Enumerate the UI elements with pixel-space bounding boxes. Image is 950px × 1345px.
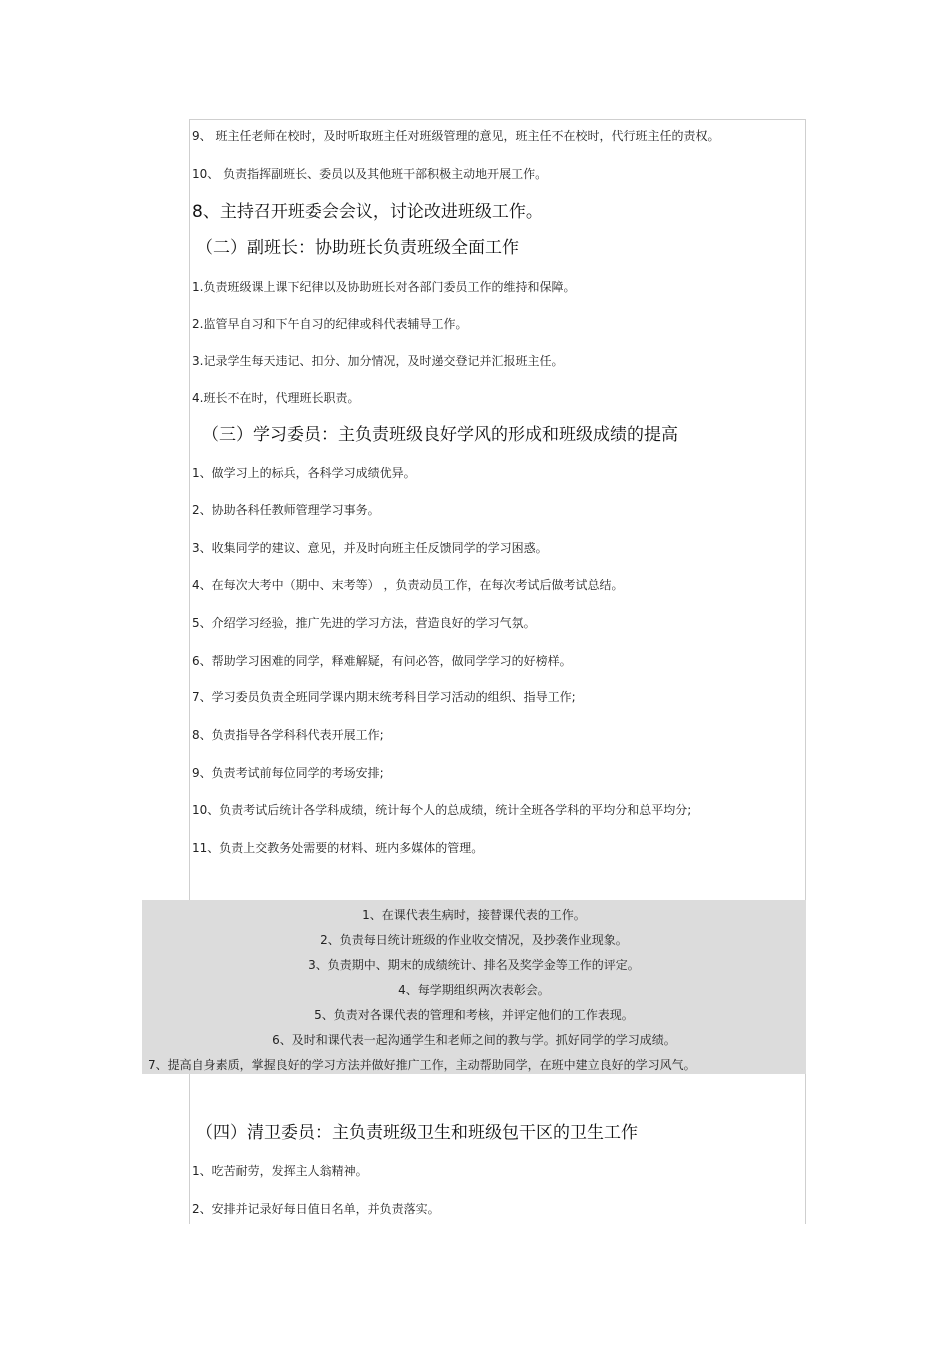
list-item: 7、学习委员负责全班同学课内期末统考科目学习活动的组织、指导工作; bbox=[192, 690, 576, 704]
list-item: 10、 负责指挥副班长、委员以及其他班干部积极主动地开展工作。 bbox=[192, 167, 548, 181]
list-item: 2、协助各科任教师管理学习事务。 bbox=[192, 503, 380, 517]
list-item: 9、负责考试前每位同学的考场安排; bbox=[192, 766, 384, 780]
list-item: 3、收集同学的建议、意见，并及时向班主任反馈同学的学习困惑。 bbox=[192, 541, 548, 555]
section-heading-vice-monitor: （二）副班长：协助班长负责班级全面工作 bbox=[196, 238, 519, 258]
list-item: 3.记录学生每天违记、扣分、加分情况，及时递交登记并汇报班主任。 bbox=[192, 354, 564, 368]
list-item: 4.班长不在时，代理班长职责。 bbox=[192, 391, 360, 405]
list-item: 11、负责上交教务处需要的材料、班内多媒体的管理。 bbox=[192, 841, 484, 855]
list-item: 10、负责考试后统计各学科成绩，统计每个人的总成绩，统计全班各学科的平均分和总平均分; bbox=[192, 803, 692, 817]
list-item: 5、介绍学习经验，推广先进的学习方法，营造良好的学习气氛。 bbox=[192, 616, 536, 630]
list-item: 2、安排并记录好每日值日名单，并负责落实。 bbox=[192, 1202, 440, 1216]
list-item: 9、 班主任老师在校时，及时听取班主任对班级管理的意见，班主任不在校时，代行班主任的责权。 bbox=[192, 129, 720, 143]
shaded-list-item: 6、及时和课代表一起沟通学生和老师之间的教与学。抓好同学的学习成绩。 bbox=[272, 1033, 676, 1047]
list-item: 1、做学习上的标兵，各科学习成绩优异。 bbox=[192, 466, 416, 480]
shaded-list-item: 4、每学期组织两次表彰会。 bbox=[398, 983, 550, 997]
shaded-list-item: 1、在课代表生病时，接替课代表的工作。 bbox=[362, 908, 586, 922]
section-heading-hygiene-committee: （四）清卫委员：主负责班级卫生和班级包干区的卫生工作 bbox=[196, 1123, 638, 1143]
shaded-list-item: 7、提高自身素质，掌握良好的学习方法并做好推广工作，主动帮助同学，在班中建立良好的学习风气。 bbox=[148, 1058, 696, 1072]
shaded-list-item: 2、负责每日统计班级的作业收交情况，及抄袭作业现象。 bbox=[320, 933, 628, 947]
list-item: 2.监管早自习和下午自习的纪律或科代表辅导工作。 bbox=[192, 317, 468, 331]
list-item: 1.负责班级课上课下纪律以及协助班长对各部门委员工作的维持和保障。 bbox=[192, 280, 576, 294]
list-item: 4、在每次大考中（期中、末考等） ，负责动员工作，在每次考试后做考试总结。 bbox=[192, 578, 624, 592]
list-item: 1、吃苦耐劳，发挥主人翁精神。 bbox=[192, 1164, 368, 1178]
list-item: 8、负责指导各学科科代表开展工作; bbox=[192, 728, 384, 742]
section-heading-study-committee: （三）学习委员：主负责班级良好学风的形成和班级成绩的提高 bbox=[202, 425, 678, 445]
list-item-large: 8、主持召开班委会会议，讨论改进班级工作。 bbox=[192, 202, 543, 222]
shaded-list-item: 5、负责对各课代表的管理和考核，并评定他们的工作表现。 bbox=[314, 1008, 634, 1022]
shaded-list-item: 3、负责期中、期末的成绩统计、排名及奖学金等工作的评定。 bbox=[308, 958, 640, 972]
list-item: 6、帮助学习困难的同学，释难解疑，有问必答，做同学学习的好榜样。 bbox=[192, 654, 572, 668]
